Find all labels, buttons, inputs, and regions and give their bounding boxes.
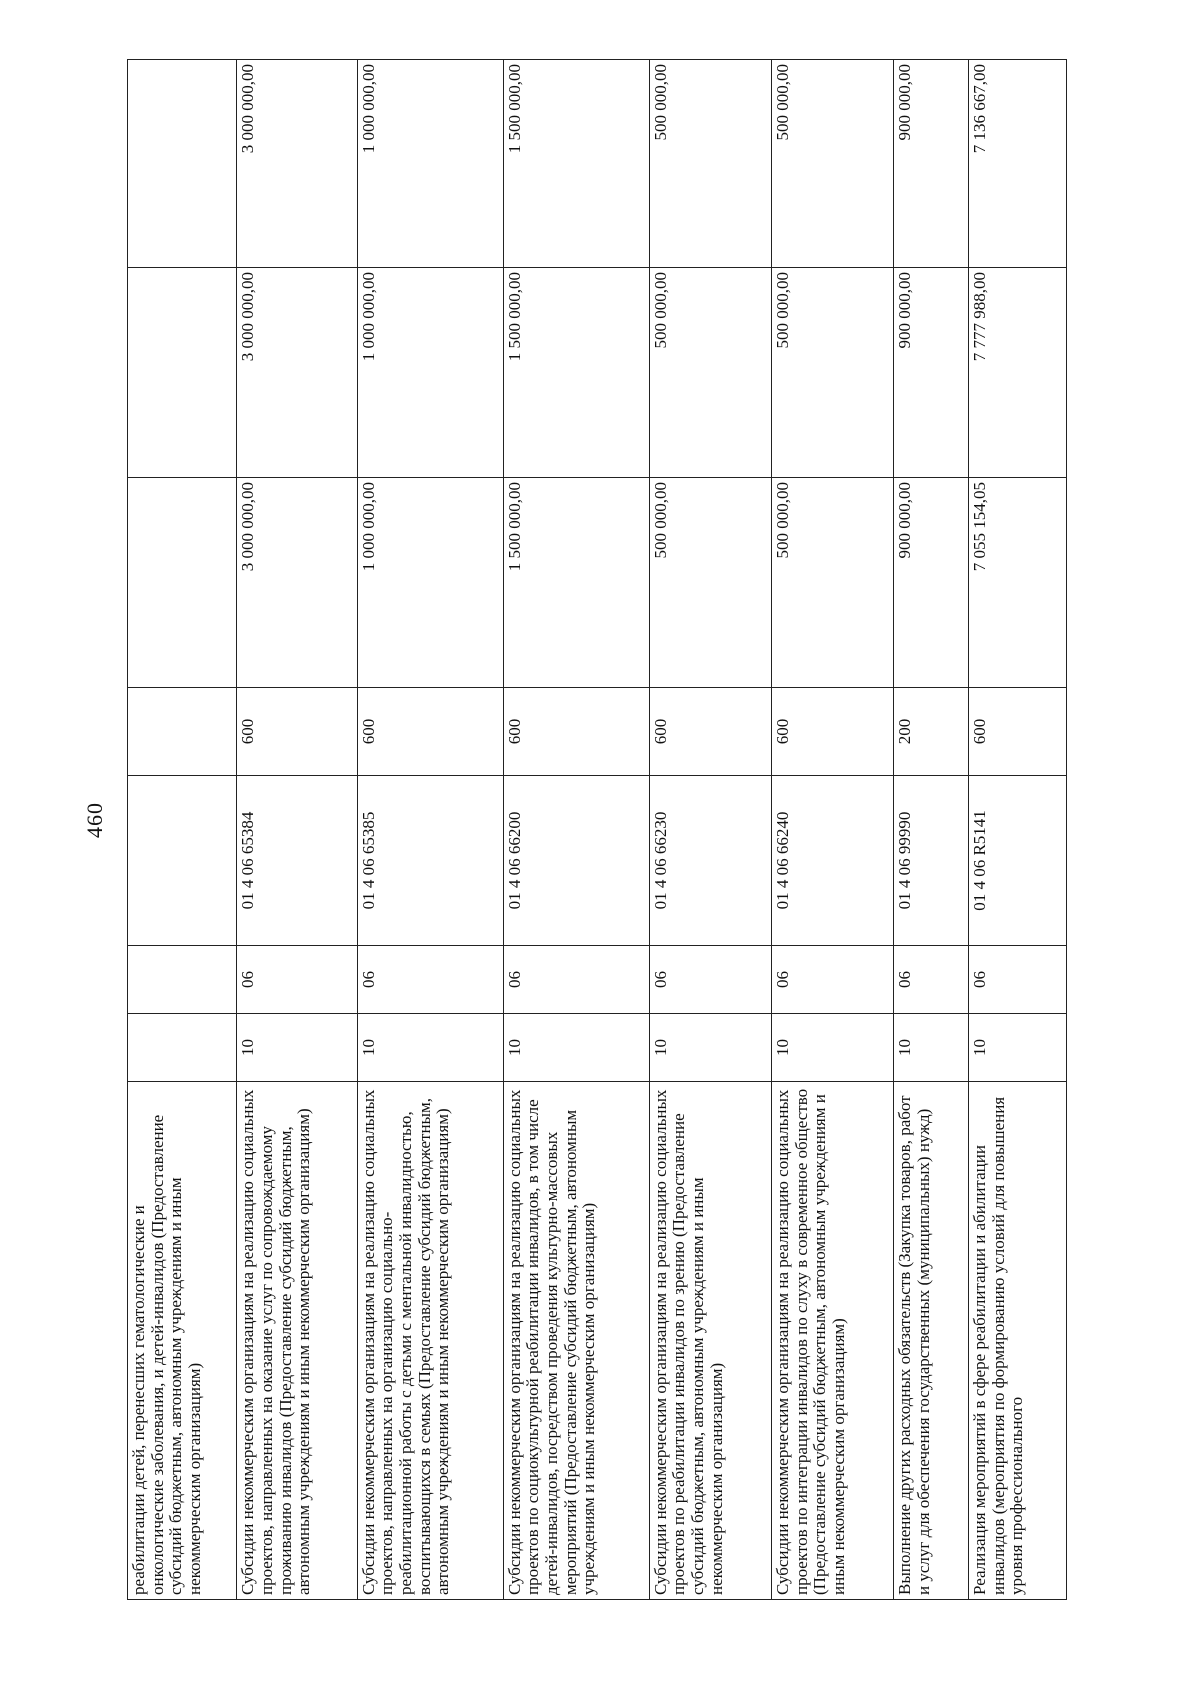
row-sum2: 7 777 988,00: [968, 268, 1066, 478]
row-sum3: 500 000,00: [772, 60, 894, 268]
row-sum2: 900 000,00: [894, 268, 969, 478]
row-pr: 06: [237, 946, 357, 1014]
row-name: Субсидии некоммерческим организациям на реализацию социальных проектов по социокультурной реабилитации инвалидов, в том числе детей-инвалидов, посредством проведения культурно-массовых мероприятий (Предоставление субсидий бюджетным, автономным учреждениям и иным некоммерческим организациям): [503, 1082, 649, 1600]
row-sum3: [128, 60, 237, 268]
row-rz: 10: [503, 1014, 649, 1082]
row-pr: 06: [649, 946, 771, 1014]
row-rz: 10: [968, 1014, 1066, 1082]
row-name: Субсидии некоммерческим организациям на реализацию социальных проектов по реабилитации инвалидов по зрению (Предоставление субсидий бюджетным, автономным учреждениям и иным некоммерческим организациям): [649, 1082, 771, 1600]
row-sum1: 1 500 000,00: [503, 478, 649, 688]
row-rz: 10: [772, 1014, 894, 1082]
row-rz: 10: [649, 1014, 771, 1082]
table-row: [503, 60, 649, 1600]
row-csr: 01 4 06 65385: [357, 776, 503, 946]
row-sum3: 1 000 000,00: [357, 60, 503, 268]
row-vr: 200: [894, 688, 969, 776]
row-vr: 600: [968, 688, 1066, 776]
row-sum1: 7 055 154,05: [968, 478, 1066, 688]
row-pr: 06: [357, 946, 503, 1014]
row-rz: [128, 1014, 237, 1082]
row-csr: 01 4 06 66240: [772, 776, 894, 946]
row-csr: [128, 776, 237, 946]
row-csr: 01 4 06 99990: [894, 776, 969, 946]
row-vr: 600: [503, 688, 649, 776]
row-csr: 01 4 06 66200: [503, 776, 649, 946]
row-sum3: 7 136 667,00: [968, 60, 1066, 268]
row-sum2: 500 000,00: [649, 268, 771, 478]
row-pr: 06: [503, 946, 649, 1014]
row-sum2: 3 000 000,00: [237, 268, 357, 478]
budget-table: [127, 59, 1067, 1600]
row-sum2: 1 500 000,00: [503, 268, 649, 478]
row-csr: 01 4 06 65384: [237, 776, 357, 946]
table-row: [237, 60, 357, 1600]
row-pr: [128, 946, 237, 1014]
row-sum1: 500 000,00: [772, 478, 894, 688]
row-sum3: 1 500 000,00: [503, 60, 649, 268]
row-rz: 10: [237, 1014, 357, 1082]
table-row: [357, 60, 503, 1600]
row-sum2: 1 000 000,00: [357, 268, 503, 478]
row-sum1: [128, 478, 237, 688]
table-row: [772, 60, 894, 1600]
row-name: реабилитации детей, перенесших гематологические и онкологические заболевания, и детей-инвалидов (Предоставление субсидий бюджетным, автономным учреждениям и иным некоммерческим организациям): [128, 1082, 237, 1600]
row-sum1: 500 000,00: [649, 478, 771, 688]
row-vr: 600: [237, 688, 357, 776]
row-sum1: 1 000 000,00: [357, 478, 503, 688]
row-name: Субсидии некоммерческим организациям на реализацию социальных проектов по интеграции инвалидов по слуху в современное общество (Предоставление субсидий бюджетным, автономным учреждениям и иным некоммерческим организациям): [772, 1082, 894, 1600]
table-row: [968, 60, 1066, 1600]
row-name: Субсидии некоммерческим организациям на реализацию социальных проектов, направленных на оказание услуг по сопровождаемому проживанию инвалидов (Предоставление субсидий бюджетным, автономным учреждениям и иным некоммерческим организациям): [237, 1082, 357, 1600]
row-sum1: 900 000,00: [894, 478, 969, 688]
row-vr: 600: [649, 688, 771, 776]
page-number: 460: [82, 802, 107, 838]
table-row: [649, 60, 771, 1600]
table-row: [894, 60, 969, 1600]
row-name: Реализация мероприятий в сфере реабилитации и абилитации инвалидов (мероприятия по формированию условий для повышения уровня профессионального: [968, 1082, 1066, 1600]
row-pr: 06: [968, 946, 1066, 1014]
row-vr: [128, 688, 237, 776]
row-pr: 06: [772, 946, 894, 1014]
row-sum1: 3 000 000,00: [237, 478, 357, 688]
row-sum2: [128, 268, 237, 478]
row-sum3: 900 000,00: [894, 60, 969, 268]
row-name: Субсидии некоммерческим организациям на реализацию социальных проектов, направленных на организацию социально-реабилитационной работы с детьми с ментальной инвалидностью, воспитывающихся в семьях (Предоставление субсидий бюджетным, автономным учреждениям и иным некоммерческим организациям): [357, 1082, 503, 1600]
row-vr: 600: [772, 688, 894, 776]
row-sum3: 500 000,00: [649, 60, 771, 268]
row-sum3: 3 000 000,00: [237, 60, 357, 268]
row-vr: 600: [357, 688, 503, 776]
row-pr: 06: [894, 946, 969, 1014]
rotated-table-container: [127, 60, 1067, 1600]
row-csr: 01 4 06 R5141: [968, 776, 1066, 946]
row-rz: 10: [357, 1014, 503, 1082]
row-rz: 10: [894, 1014, 969, 1082]
row-csr: 01 4 06 66230: [649, 776, 771, 946]
table-row: [128, 60, 237, 1600]
row-sum2: 500 000,00: [772, 268, 894, 478]
row-name: Выполнение других расходных обязательств (Закупка товаров, работ и услуг для обеспечения государственных (муниципальных) нужд): [894, 1082, 969, 1600]
